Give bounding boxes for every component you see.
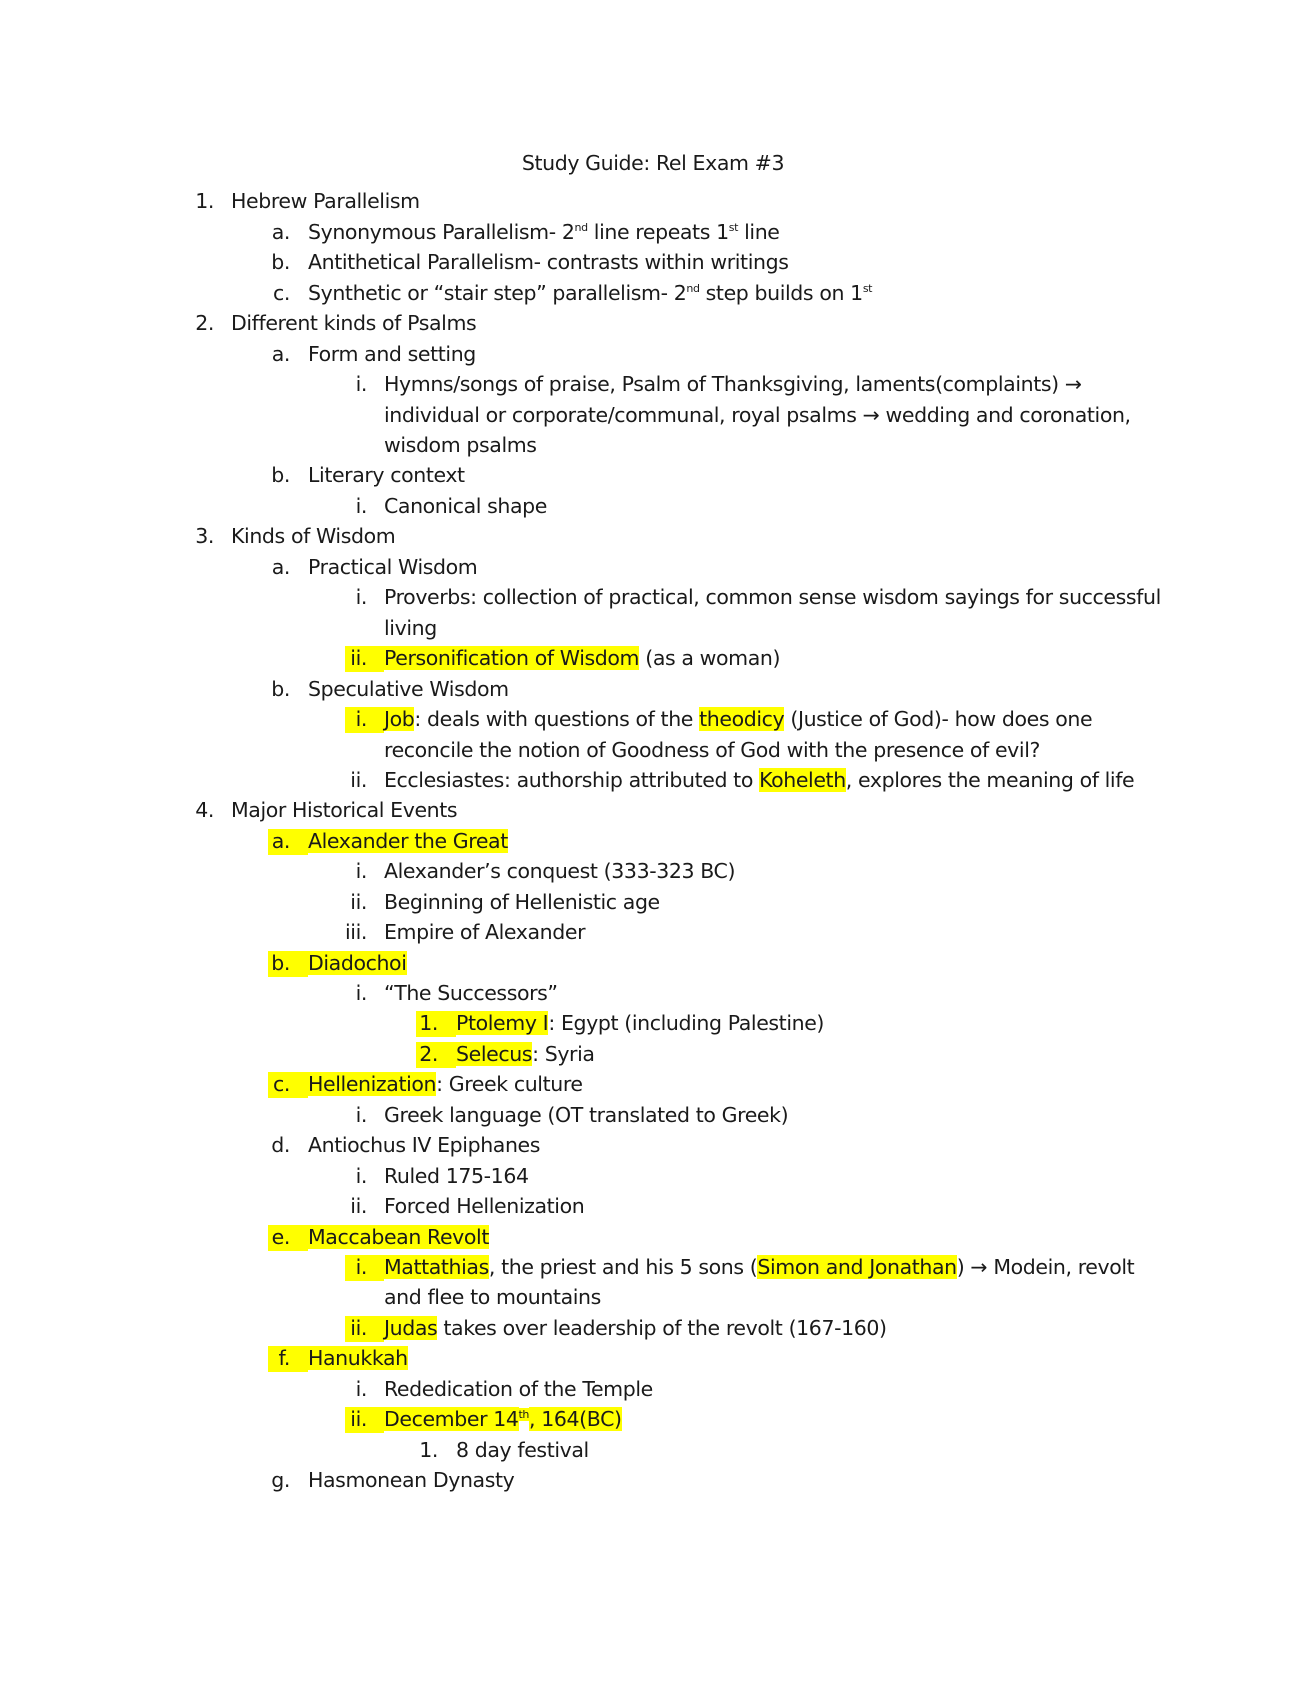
text-run: ) → Modein, revolt [956, 1255, 1135, 1279]
text-run: Practical Wisdom [308, 555, 478, 579]
outline-number: b. [271, 677, 290, 701]
outline-line [0, 979, 1306, 1007]
outline-number: 1. [419, 1011, 438, 1035]
outline-number: c. [273, 281, 290, 305]
outline-text [384, 614, 437, 642]
outline-text [456, 1009, 824, 1037]
outline-line [0, 248, 1306, 276]
outline-line [0, 736, 1306, 764]
outline-line [0, 796, 1306, 824]
highlighted-text: Personification of Wisdom [384, 646, 640, 670]
highlighted-text: Judas [384, 1316, 438, 1340]
outline-number: i. [355, 859, 367, 883]
text-run: step builds on 1 [699, 281, 863, 305]
outline-text [308, 340, 476, 368]
outline-number: ii. [350, 890, 367, 914]
outline-number: i. [355, 494, 367, 518]
highlighted-text: Diadochoi [308, 951, 407, 975]
outline-line [0, 1375, 1306, 1403]
outline-number: b. [271, 250, 290, 274]
outline-line [0, 1223, 1306, 1251]
text-run: Greek language (OT translated to Greek) [384, 1103, 789, 1127]
outline-number: i. [355, 707, 367, 731]
highlighted-text: Mattathias [384, 1255, 489, 1279]
outline-line [0, 218, 1306, 246]
outline-text [308, 1344, 408, 1372]
outline-line [0, 492, 1306, 520]
highlighted-text: December 14 [384, 1407, 519, 1431]
outline-text [456, 1436, 589, 1464]
outline-line [0, 949, 1306, 977]
text-run: line [738, 220, 780, 244]
outline-number: iii. [344, 920, 367, 944]
outline-text [308, 553, 477, 581]
highlighted-text: Koheleth [759, 768, 846, 792]
outline-text [384, 705, 1092, 733]
superscript: st [862, 282, 873, 295]
text-run: Ruled 175-164 [384, 1164, 529, 1188]
text-run: reconcile the notion of Goodness of God with the presence of evil? [384, 738, 1040, 762]
text-run: Form and setting [308, 342, 476, 366]
outline-number: 2. [419, 1042, 438, 1066]
highlighted-text: Alexander the Great [308, 829, 508, 853]
text-run: Different kinds of Psalms [231, 311, 477, 335]
outline-line [0, 1192, 1306, 1220]
outline-text [231, 522, 395, 550]
outline-line [0, 857, 1306, 885]
outline-number: f. [278, 1346, 290, 1370]
outline-line [0, 1131, 1306, 1159]
outline-line [0, 827, 1306, 855]
outline-line [0, 279, 1306, 307]
outline-line [0, 766, 1306, 794]
text-run: “The Successors” [384, 981, 558, 1005]
outline-number: a. [271, 342, 290, 366]
outline-number: ii. [350, 1407, 367, 1431]
outline-number: 2. [195, 311, 214, 335]
outline-text [308, 675, 509, 703]
text-run: Literary context [308, 463, 465, 487]
outline-line [0, 401, 1306, 429]
text-run: : Egypt (including Palestine) [548, 1011, 825, 1035]
superscript: nd [686, 282, 700, 295]
outline-number: ii. [350, 1316, 367, 1340]
text-run: Hebrew Parallelism [231, 189, 420, 213]
text-run: Forced Hellenization [384, 1194, 585, 1218]
text-run: and flee to mountains [384, 1285, 601, 1309]
outline-text [308, 1131, 540, 1159]
outline-line [0, 522, 1306, 550]
outline-number: e. [271, 1225, 290, 1249]
outline-number: i. [355, 372, 367, 396]
text-run: (as a woman) [639, 646, 781, 670]
outline-text [384, 1162, 529, 1190]
outline-number: ii. [350, 646, 367, 670]
text-run: Synonymous Parallelism- 2 [308, 220, 575, 244]
outline-text [384, 1405, 622, 1433]
highlighted-text: Job [384, 707, 415, 731]
outline-line [0, 1283, 1306, 1311]
outline-line [0, 675, 1306, 703]
outline-text [384, 370, 1082, 398]
outline-line [0, 644, 1306, 672]
outline-text [384, 401, 1131, 429]
text-run: living [384, 616, 437, 640]
outline-text [308, 949, 407, 977]
outline-text [308, 279, 872, 307]
outline-line [0, 187, 1306, 215]
text-run: Rededication of the Temple [384, 1377, 653, 1401]
outline-line [0, 1253, 1306, 1281]
outline-line [0, 431, 1306, 459]
outline-text [384, 888, 660, 916]
outline-number: 3. [195, 524, 214, 548]
outline-number: i. [355, 1255, 367, 1279]
outline-line [0, 1040, 1306, 1068]
outline-number: ii. [350, 1194, 367, 1218]
text-run: Hymns/songs of praise, Psalm of Thanksgiving, laments(complaints) → [384, 372, 1082, 396]
outline-line [0, 461, 1306, 489]
outline-text [231, 796, 457, 824]
outline-line [0, 583, 1306, 611]
outline-line [0, 1009, 1306, 1037]
outline-text [231, 309, 476, 337]
text-run: Antiochus IV Epiphanes [308, 1133, 541, 1157]
text-run: Synthetic or “stair step” parallelism- 2 [308, 281, 687, 305]
text-run: , explores the meaning of life [845, 768, 1135, 792]
outline-text [384, 644, 780, 672]
text-run: Beginning of Hellenistic age [384, 890, 660, 914]
outline-line [0, 340, 1306, 368]
highlighted-text: Simon and Jonathan [757, 1255, 957, 1279]
outline-line [0, 1162, 1306, 1190]
highlighted-text: th [518, 1408, 530, 1421]
outline-number: i. [355, 585, 367, 609]
text-run: (Justice of God)- how does one [784, 707, 1093, 731]
outline-number: c. [273, 1072, 290, 1096]
outline-number: 1. [195, 189, 214, 213]
outline-text [384, 431, 537, 459]
outline-text [384, 1253, 1134, 1281]
outline-text [384, 766, 1134, 794]
outline-number: i. [355, 981, 367, 1005]
text-run: Speculative Wisdom [308, 677, 509, 701]
text-run: Proverbs: collection of practical, common sense wisdom sayings for successful [384, 585, 1161, 609]
outline-line [0, 553, 1306, 581]
outline-text [308, 1466, 514, 1494]
outline-text [384, 492, 547, 520]
outline-text [384, 1101, 788, 1129]
outline-number: a. [271, 829, 290, 853]
text-run: Antithetical Parallelism- contrasts within writings [308, 250, 789, 274]
outline-number: g. [271, 1468, 290, 1492]
text-run: Kinds of Wisdom [231, 524, 396, 548]
text-run: Empire of Alexander [384, 920, 586, 944]
outline-text [384, 1283, 601, 1311]
outline-line [0, 309, 1306, 337]
text-run: Hasmonean Dynasty [308, 1468, 515, 1492]
outline-text [308, 1223, 489, 1251]
superscript: st [728, 221, 738, 234]
outline-text [384, 857, 735, 885]
outline-text [231, 187, 420, 215]
highlighted-text: Maccabean Revolt [308, 1225, 489, 1249]
text-run: line repeats 1 [587, 220, 729, 244]
superscript: nd [574, 221, 588, 234]
outline-line [0, 705, 1306, 733]
outline-number: 1. [419, 1438, 438, 1462]
outline-number: 4. [195, 798, 214, 822]
outline-number: b. [271, 463, 290, 487]
outline-text [308, 461, 465, 489]
outline-text [308, 248, 788, 276]
outline-text [384, 918, 585, 946]
outline-number: b. [271, 951, 290, 975]
outline-text [384, 1314, 887, 1342]
outline-line [0, 1314, 1306, 1342]
outline-text [384, 736, 1040, 764]
outline-text [384, 583, 1161, 611]
outline-number: d. [271, 1133, 290, 1157]
highlighted-text: Ptolemy I [456, 1011, 549, 1035]
outline-number: ii. [350, 768, 367, 792]
outline-line [0, 888, 1306, 916]
text-run: : deals with questions of the [414, 707, 700, 731]
highlighted-text: Selecus [456, 1042, 533, 1066]
highlighted-text: , 164(BC) [529, 1407, 622, 1431]
text-run: : Syria [532, 1042, 595, 1066]
outline-number: i. [355, 1164, 367, 1188]
outline-text [456, 1040, 595, 1068]
outline-text [384, 1375, 653, 1403]
outline-line [0, 1436, 1306, 1464]
outline-line [0, 614, 1306, 642]
outline-line [0, 1405, 1306, 1433]
outline-number: i. [355, 1377, 367, 1401]
outline-text [308, 827, 508, 855]
highlighted-text: Hellenization [308, 1072, 437, 1096]
text-run: Ecclesiastes: authorship attributed to [384, 768, 760, 792]
outline-text [384, 1192, 584, 1220]
page-title: Study Guide: Rel Exam #3 [521, 151, 785, 175]
text-run: wisdom psalms [384, 433, 537, 457]
outline-number: a. [271, 555, 290, 579]
outline-line [0, 1344, 1306, 1372]
outline-line [0, 918, 1306, 946]
text-run: 8 day festival [456, 1438, 589, 1462]
outline-text [308, 218, 780, 246]
highlighted-text: theodicy [699, 707, 785, 731]
outline-text [308, 1070, 583, 1098]
outline-line [0, 1101, 1306, 1129]
text-run: Canonical shape [384, 494, 548, 518]
outline-line [0, 1466, 1306, 1494]
outline-number: i. [355, 1103, 367, 1127]
outline-text [384, 979, 558, 1007]
text-run: individual or corporate/communal, royal psalms → wedding and coronation, [384, 403, 1131, 427]
text-run: takes over leadership of the revolt (167-160) [437, 1316, 887, 1340]
outline-number: a. [271, 220, 290, 244]
text-run: , the priest and his 5 sons ( [488, 1255, 758, 1279]
text-run: Alexander’s conquest (333-323 BC) [384, 859, 736, 883]
text-run: : Greek culture [436, 1072, 583, 1096]
outline-line [0, 1070, 1306, 1098]
outline-line [0, 370, 1306, 398]
highlighted-text: Hanukkah [308, 1346, 408, 1370]
text-run: Major Historical Events [231, 798, 458, 822]
